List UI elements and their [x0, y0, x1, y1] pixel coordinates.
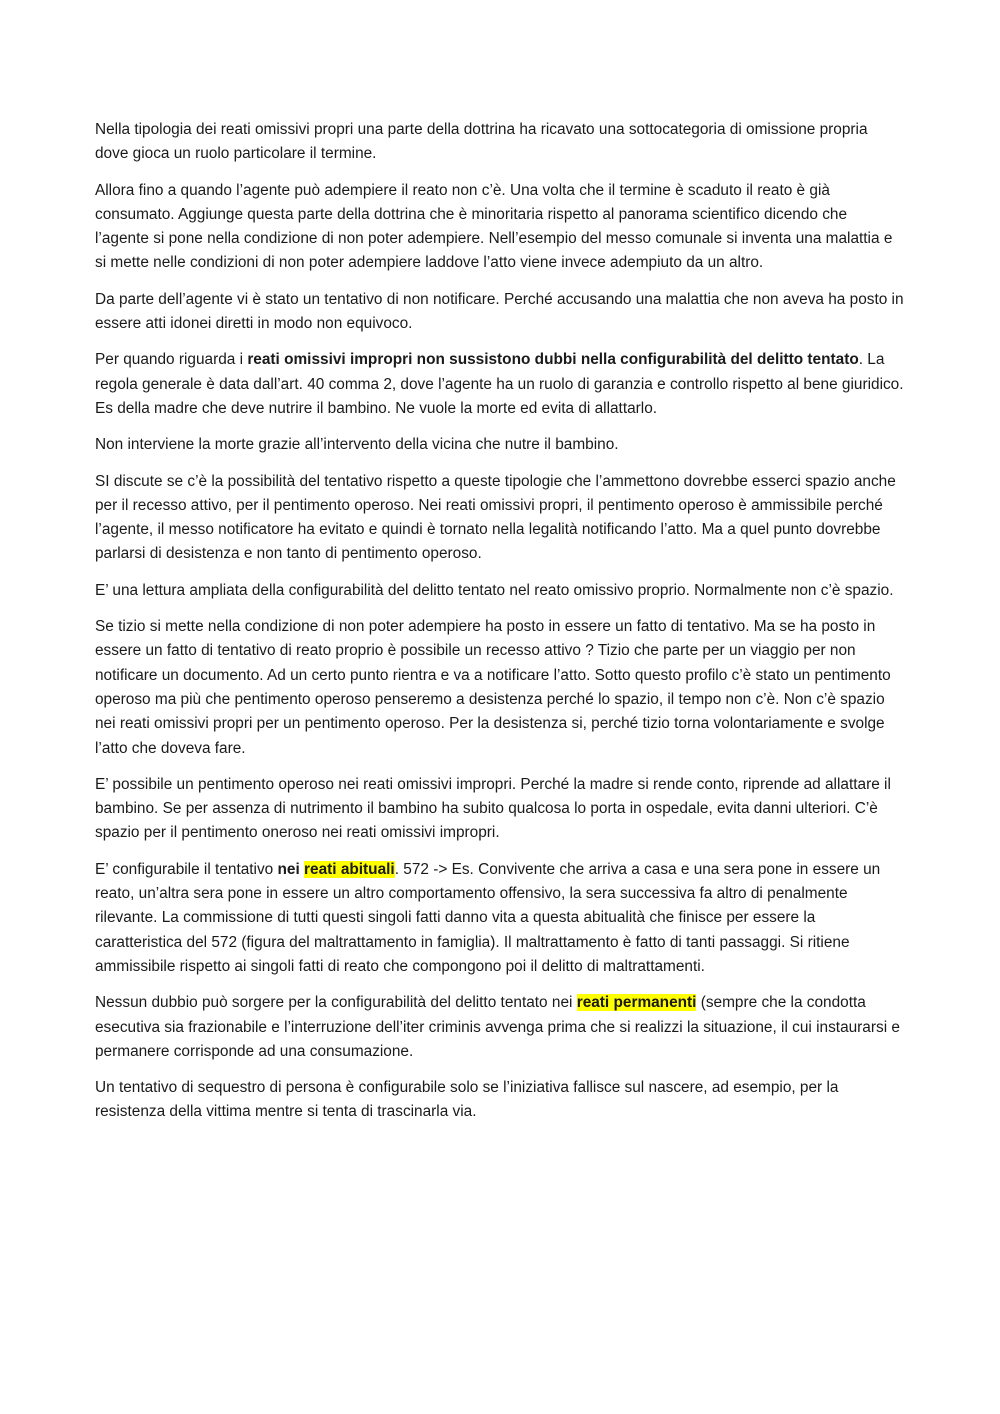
- text-run: . La regola generale è data dall’art. 40 comma 2, dove l’agente ha un ruolo di garanzia e controllo rispetto al bene giuridico. Es della madre che deve nutrire il bambino. Ne vuole la morte ed evita di allattarlo.: [95, 351, 904, 417]
- text-run: (sempre che la condotta esecutiva sia frazionabile e l’interruzione dell’iter criminis avvenga prima che si realizzi la situazione, il cui instaurarsi e permanere corrisponde ad una consumazione.: [95, 994, 900, 1060]
- paragraph: [95, 773, 905, 846]
- paragraph: [95, 118, 905, 167]
- text-run: E’ possibile un pentimento operoso nei reati omissivi impropri. Perché la madre si rende conto, riprende ad allattare il bambino. Se per assenza di nutrimento il bambino ha subito qualcosa lo porta in ospedale, evita danni ulteriori. C’è spazio per il pentimento oneroso nei reati omissivi impropri.: [95, 775, 891, 842]
- paragraph: [95, 1076, 905, 1125]
- document-body: [95, 118, 905, 1125]
- text-run: Se tizio si mette nella condizione di non poter adempiere ha posto in essere un fatto di tentativo. Ma se ha posto in essere un fatto di tentativo di reato proprio è possibile un recesso attivo ? Tizio che parte per un viaggio per non notificare un documento. Ad un certo punto rientra e va a notificare l’atto. Sotto questo profilo c’è stato un pentimento operoso ma più che pentimento operoso penseremo a desistenza perché lo spazio, il tempo non c’è. Non c’è spazio nei reati omissivi propri per un pentimento operoso. Per la desistenza si, perché tizio torna volontariamente e svolge l’atto che doveva fare.: [95, 618, 891, 757]
- text-run: Non interviene la morte grazie all’intervento della vicina che nutre il bambino.: [95, 436, 619, 454]
- highlighted-text-run: reati abituali: [304, 860, 395, 878]
- text-run: Per quando riguarda i: [95, 351, 248, 369]
- paragraph: [95, 991, 905, 1064]
- text-run: Nessun dubbio può sorgere per la configurabilità del delitto tentato nei: [95, 994, 577, 1012]
- highlighted-text-run: reati permanenti: [576, 994, 697, 1012]
- bold-text-run: nei: [277, 860, 305, 878]
- paragraph: [95, 579, 905, 603]
- text-run: . 572 -> Es. Convivente che arriva a casa e una sera pone in essere un reato, un’altra sera pone in essere un altro comportamento offensivo, la sera successiva fa altro di penalmente rilevante. La commissione di tutti questi singoli fatti danno vita a questa abitualità che finisce per essere la caratteristica del 572 (figura del maltrattamento in famiglia). Il maltrattamento è fatto di tanti passaggi. Si ritiene ammissibile rispetto ai singoli fatti di reato che compongono poi il delitto di maltrattamenti.: [95, 860, 881, 975]
- text-run: Da parte dell’agente vi è stato un tentativo di non notificare. Perché accusando una malattia che non aveva ha posto in essere atti idonei diretti in modo non equivoco.: [95, 290, 904, 333]
- text-run: Nella tipologia dei reati omissivi propri una parte della dottrina ha ricavato una sottocategoria di omissione propria dove gioca un ruolo particolare il termine.: [95, 121, 868, 163]
- paragraph: [95, 179, 905, 276]
- paragraph: [95, 348, 905, 421]
- paragraph: [95, 470, 905, 567]
- text-run: SI discute se c’è la possibilità del tentativo rispetto a queste tipologie che l’ammettono dovrebbe esserci spazio anche per il recesso attivo, per il pentimento operoso. Nei reati omissivi propri, il pentimento operoso è ammissibile perché l’agente, il messo notificatore ha evitato e quindi è tornato nella legalità notificando l’atto. Ma a quel punto dovrebbe parlarsi di desistenza e non tanto di pentimento operoso.: [95, 472, 896, 563]
- paragraph: [95, 615, 905, 761]
- paragraph: [95, 288, 905, 337]
- text-run: E’ una lettura ampliata della configurabilità del delitto tentato nel reato omissivo proprio. Normalmente non c’è spazio.: [95, 581, 894, 599]
- paragraph: [95, 433, 905, 457]
- bold-text-run: reati omissivi impropri non sussistono dubbi nella configurabilità del delitto tentato: [247, 351, 859, 369]
- text-run: Allora fino a quando l’agente può adempiere il reato non c’è. Una volta che il termine è scaduto il reato è già consumato. Aggiunge questa parte della dottrina che è minoritaria rispetto al panorama scientifico dicendo che l’agente si pone nella condizione di non poter adempiere. Nell’esempio del messo comunale si inventa una malattia e si mette nelle condizioni di non poter adempiere laddove l’atto viene invece adempiuto da un altro.: [95, 181, 893, 272]
- text-run: Un tentativo di sequestro di persona è configurabile solo se l’iniziativa fallisce sul nascere, ad esempio, per la resistenza della vittima mentre si tenta di trascinarla via.: [95, 1079, 839, 1121]
- text-run: E’ configurabile il tentativo: [95, 860, 278, 878]
- paragraph: [95, 858, 905, 979]
